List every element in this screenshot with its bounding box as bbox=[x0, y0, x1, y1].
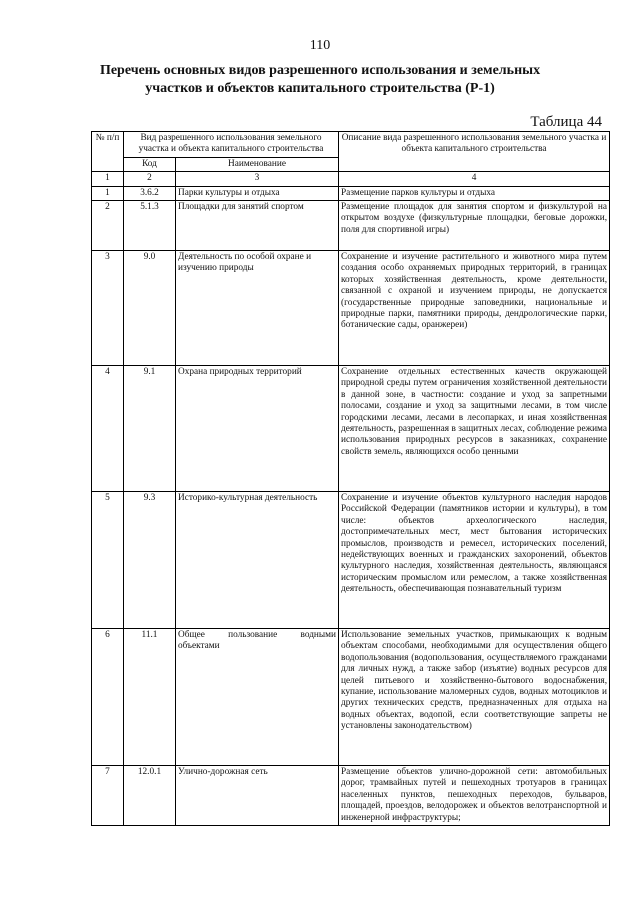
index-cell: 3 bbox=[176, 172, 339, 186]
table-row bbox=[92, 186, 610, 200]
index-cell: 1 bbox=[92, 172, 124, 186]
row-num: 6 bbox=[92, 629, 124, 766]
table-row bbox=[92, 366, 610, 492]
document-title bbox=[60, 62, 580, 98]
header-num: № п/п bbox=[92, 132, 124, 172]
title-line-2: участков и объектов капитального строительства (Р-1) bbox=[145, 81, 495, 96]
header-name: Наименование bbox=[176, 157, 339, 171]
row-num: 4 bbox=[92, 366, 124, 492]
row-name: Площадки для занятий спортом bbox=[176, 201, 339, 251]
row-num: 1 bbox=[92, 186, 124, 200]
page-number: 110 bbox=[309, 38, 331, 53]
row-code: 3.6.2 bbox=[124, 186, 176, 200]
row-name: Охрана природных территорий bbox=[176, 366, 339, 492]
row-description: Размещение объектов улично-дорожной сети: автомобильных дорог, трамвайных путей и пешеходных тротуаров в границах населенных пунктов, пешеходных переходов, бульваров, площадей, проездов, велодорожек и объектов велотранспортной и инженерной инфраструктуры; bbox=[339, 766, 610, 826]
row-description: Сохранение и изучение растительного и животного мира путем создания особо охраняемых природных территорий, в границах которых хозяйственная деятельность, кроме деятельности, связанной с охраной и изучением природы, не допускается (государственные природные заповедники, национальные и природные парки, памятники природы, дендрологические парки, ботанические сады, оранжереи) bbox=[339, 251, 610, 366]
title-line-1: Перечень основных видов разрешенного использования и земельных bbox=[99, 63, 541, 78]
permitted-use-table bbox=[91, 131, 610, 826]
table-row bbox=[92, 251, 610, 366]
row-name: Парки культуры и отдыха bbox=[176, 186, 339, 200]
header-type-group: Вид разрешенного использования земельного участка и объекта капитального строительства bbox=[124, 132, 339, 158]
table-row bbox=[92, 492, 610, 629]
row-code: 5.1.3 bbox=[124, 201, 176, 251]
row-code: 9.0 bbox=[124, 251, 176, 366]
header-row-1 bbox=[92, 132, 610, 158]
row-name: Общее пользование водными объектами bbox=[176, 629, 339, 766]
row-description: Сохранение отдельных естественных качеств окружающей природной среды путем ограничения хозяйственной деятельности в данной зоне, в частности: создание и уход за запретными полосами, создание и уход за защитными лесами, в том числе городскими лесами, лесами в лесопарках, и иная хозяйственная деятельность, разрешенная в защитных лесах, соблюдение режима использования природных ресурсов в заказниках, сохранение свойств земель, являющихся особо ценными bbox=[339, 366, 610, 492]
row-name: Историко-культурная деятельность bbox=[176, 492, 339, 629]
row-description: Использование земельных участков, примыкающих к водным объектам способами, необходимыми для осуществления общего водопользования (водопользования, осуществляемого гражданами для личных нужд, а также забор (изъятие) водных ресурсов для целей питьевого и хозяйственно-бытового водоснабжения, купание, использование маломерных судов, водных мотоциклов и других технических средств, предназначенных для отдыха на водных объектах, водопой, если соответствующие запреты не установлены законодательством) bbox=[339, 629, 610, 766]
index-row bbox=[92, 172, 610, 186]
row-code: 12.0.1 bbox=[124, 766, 176, 826]
row-name: Улично-дорожная сеть bbox=[176, 766, 339, 826]
row-code: 9.3 bbox=[124, 492, 176, 629]
row-num: 3 bbox=[92, 251, 124, 366]
table-row bbox=[92, 766, 610, 826]
row-num: 2 bbox=[92, 201, 124, 251]
row-code: 9.1 bbox=[124, 366, 176, 492]
row-description: Размещение площадок для занятия спортом и физкультурой на открытом воздухе (физкультурные площадки, беговые дорожки, поля для спортивной игры) bbox=[339, 201, 610, 251]
row-num: 7 bbox=[92, 766, 124, 826]
row-num: 5 bbox=[92, 492, 124, 629]
header-description: Описание вида разрешенного использования земельного участка и объекта капитального строительства bbox=[339, 132, 610, 172]
row-description: Сохранение и изучение объектов культурного наследия народов Российской Федерации (памятников истории и культуры), в том числе: объектов археологического наследия, достопримечательных мест, мест бытования исторических промыслов, производств и ремесел, исторических поселений, недействующих военных и гражданских захоронений, объектов культурного наследия, хозяйственная деятельность, являющаяся историческим промыслом или ремеслом, а также хозяйственная деятельность, обеспечивающая познавательный туризм bbox=[339, 492, 610, 629]
index-cell: 2 bbox=[124, 172, 176, 186]
header-code: Код bbox=[124, 157, 176, 171]
row-code: 11.1 bbox=[124, 629, 176, 766]
table-row bbox=[92, 201, 610, 251]
row-name: Деятельность по особой охране и изучению природы bbox=[176, 251, 339, 366]
row-description: Размещение парков культуры и отдыха bbox=[339, 186, 610, 200]
table-row bbox=[92, 629, 610, 766]
index-cell: 4 bbox=[339, 172, 610, 186]
table-label: Таблица 44 bbox=[530, 114, 602, 130]
